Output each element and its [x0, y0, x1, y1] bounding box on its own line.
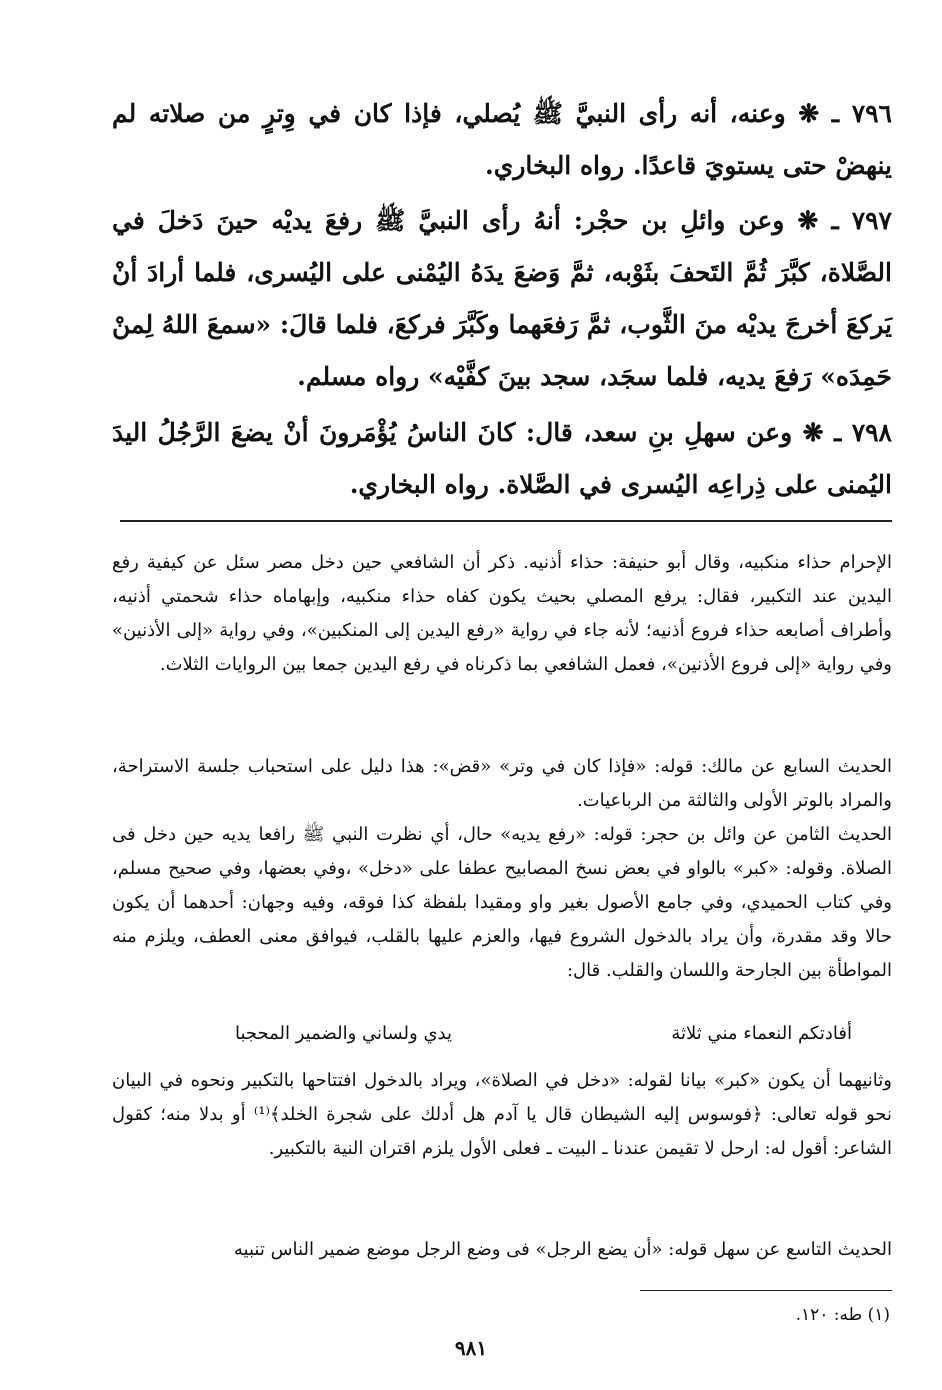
- commentary-paragraph-eighth-hadith: الحديث الثامن عن وائل بن حجر: قوله: «رفع يديه» حال، أي نظرت النبي ﷺ رافعا يديه حين دخل فى الصلاة. وقوله: «كبر» بالواو في بعض نسخ المصابيح عطفا على «دخل» ،وفي بعضها، وفي صحيح مسلم، وفي كتاب الحميدي، وفي جامع الأصول بغير واو ومقيدا بلفظة كذا فوقه، وفيه وجهان: أحدهما أن يكون حالا وقد مقدرة، وأن يراد بالدخول الشروع فيها، والعزم عليها بالقلب، فيوافق معنى العطف، ويلزم منه المواطأة بين الجارحة واللسان والقلب. قال:: [112, 824, 892, 981]
- verse-second-hemistich: يدي ولساني والضمير المحجبا: [234, 1023, 452, 1044]
- commentary-paragraph-ninth-hadith: الحديث التاسع عن سهل قوله: «أن يضع الرجل» فى وضع الرجل موضع ضمير الناس تنبيه: [233, 1239, 892, 1260]
- footnote-divider: [640, 1290, 892, 1291]
- commentary-paragraph-raising-hands: الإحرام حذاء منكبيه، وقال أبو حنيفة: حذاء أذنيه. ذكر أن الشافعي حين دخل مصر سئل عن كيفية رفع اليدين عند التكبير، فقال: يرفع المصلي بحيث يكون كفاه حذاء منكبيه، وإبهاماه حذاء شحمتي أذنيه، وأطراف أصابعه حذاء فروع أذنيه؛ لأنه جاء في رواية «رفع اليدين إلى المنكبين»، وفي رواية «إلى الأذنين» وفي رواية «إلى فروع الأذنين»، فعمل الشافعي بما ذكرناه في رفع اليدين جمعا بين الروايات الثلاث.: [112, 552, 892, 675]
- footnote: (١) طه: ١٢٠.: [795, 1305, 890, 1325]
- hadith-796: ٧٩٦ ـ ❋ وعنه، أنه رأى النبيَّ ﷺ يُصلي، فإذا كان في وِترٍ من صلاته لم ينهضْ حتى يستويَ قاعدًا. رواه البخاري.: [112, 99, 892, 180]
- hadith-798: ٧٩٨ ـ ❋ وعن سهلِ بنِ سعد، قال: كانَ الناسُ يُؤْمَرونَ أنْ يضعَ الرَّجُلُ اليدَ اليُمنى على ذِراعِه اليُسرى في الصَّلاة. رواه البخاري.: [112, 418, 892, 499]
- verse-first-hemistich: أفادتكم النعماء مني ثلاثة: [671, 1023, 852, 1044]
- section-divider: [120, 520, 892, 522]
- commentary-paragraph-second-view: وثانيهما أن يكون «كبر» بيانا لقوله: «دخل في الصلاة»، ويراد بالدخول افتتاحها بالتكبير ونحوه في البيان نحو قوله تعالى: ﴿فوسوس إليه الشيطان قال يا آدم هل أدلك على شجرة الخلد﴾⁽¹⁾ أو بدلا منه؛ كقول الشاعر: أقول له: ارحل لا تقيمن عندنا ـ البيت ـ فعلى الأول يلزم اقتران النية بالتكبير.: [112, 1070, 892, 1159]
- hadith-797: ٧٩٧ ـ ❋ وعن وائلِ بن حجْر: أنهُ رأى النبيَّ ﷺ رفعَ يديْه حينَ دَخلَ في الصَّلاة، كبَّرَ ثُمَّ التَحفَ بثَوْبه، ثمَّ وَضعَ يدَهُ اليُمْنى على اليُسرى، فلما أرادَ أنْ يَركعَ أخرجَ يديْه منَ الثَّوب، ثمَّ رَفعَهما وكَبَّرَ فركعَ، فلما قالَ: «سمعَ اللهُ لِمنْ حَمِدَه» رَفعَ يديه، فلما سجَد، سجد بينَ كفَّيْه» رواه مسلم.: [112, 206, 892, 391]
- poetry-verse: [112, 1017, 892, 1051]
- commentary-paragraph-seventh-hadith: الحديث السابع عن مالك: قوله: «فإذا كان في وتر» «قض»: هذا دليل على استحباب جلسة الاستراحة، والمراد بالوتر الأولى والثالثة من الرباعيات.: [112, 756, 892, 811]
- page-number: ٩٨١: [454, 1336, 488, 1360]
